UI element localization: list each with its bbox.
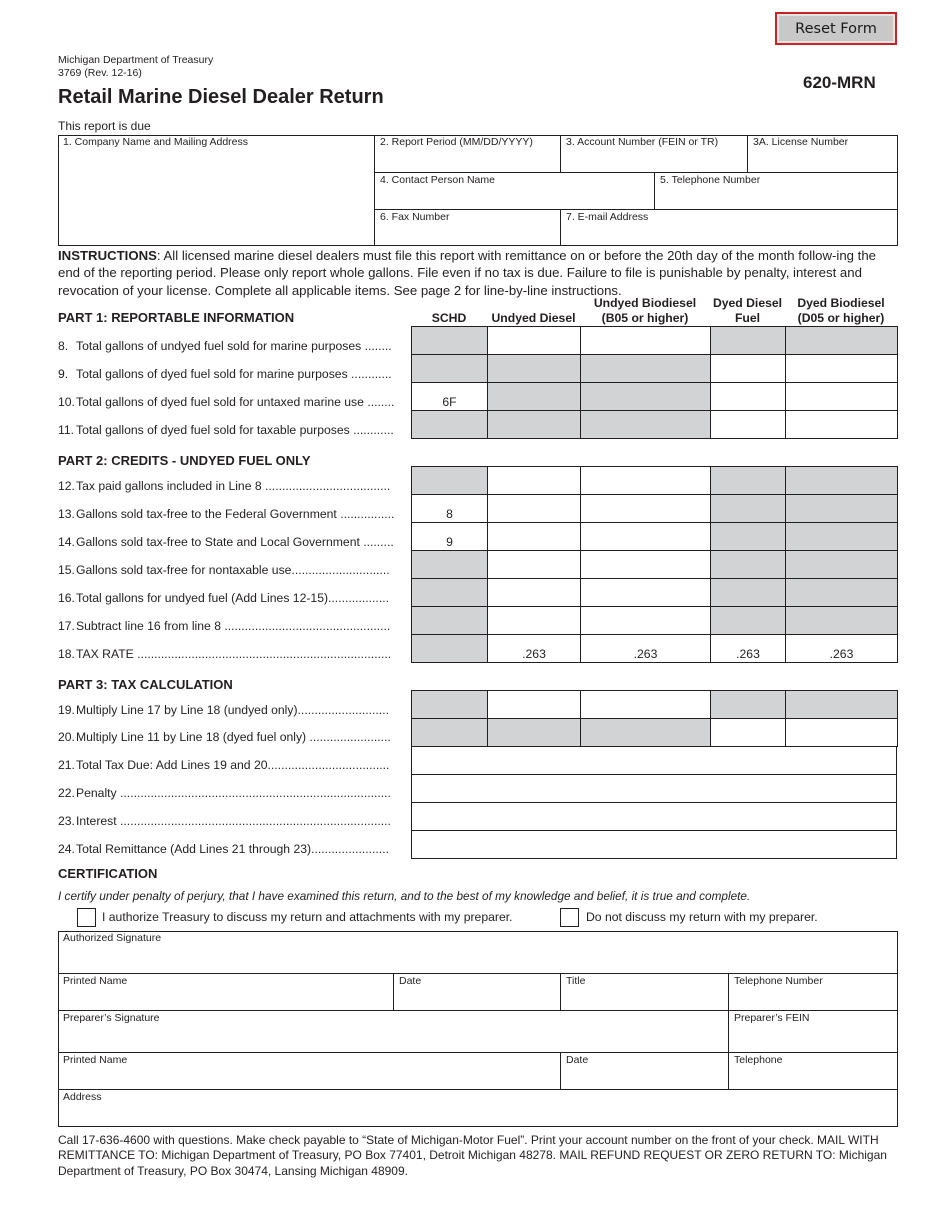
line-14-label <box>58 535 400 549</box>
line-16-dyed-diesel-cell <box>710 578 786 607</box>
company-label: 1. Company Name and Mailing Address <box>63 136 249 148</box>
line-20-label <box>58 730 400 744</box>
line-21-amount-field[interactable] <box>411 746 897 775</box>
preparer-date-field[interactable] <box>560 1052 728 1089</box>
line-number: 24. <box>58 842 75 856</box>
certification-heading: CERTIFICATION <box>58 866 158 881</box>
line-12-undyed-diesel-cell[interactable] <box>487 466 581 495</box>
authorize-preparer-label: I authorize Treasury to discuss my return and attachments with my preparer. <box>102 910 513 924</box>
line-number: 10. <box>58 395 75 409</box>
line-18-label <box>58 647 400 661</box>
line-8-dyed-biodiesel-cell <box>785 326 898 355</box>
authorized-signature-label: Authorized Signature <box>63 932 162 944</box>
line-number: 23. <box>58 814 75 828</box>
col-header-undyed-biodiesel-line1: Undyed Biodiesel <box>593 296 697 310</box>
footer-text: Call 17-636-4600 with questions. Make check payable to “State of Michigan-Motor Fuel”. Print your account number on the front of your check. MAIL WITH REMITTANCE TO: Michigan Department of Treasury, PO Box 77401, Detroit Michigan 48278. MAIL REFUND REQUEST OR ZERO RETURN TO: Michigan Department of Treasury, PO Box 30474, Lansing Michigan 48909. <box>58 1133 887 1178</box>
line-17-undyed-diesel-cell[interactable] <box>487 606 581 635</box>
preparer-date-label: Date <box>566 1054 589 1066</box>
line-16-dyed-biodiesel-cell <box>785 578 898 607</box>
line-9-dyed-diesel-cell[interactable] <box>710 354 786 383</box>
line-text: Penalty ................................................................................ <box>76 786 391 800</box>
line-16-schd-cell <box>411 578 488 607</box>
line-number: 18. <box>58 647 75 661</box>
date-label: Date <box>399 975 422 987</box>
address-label: Address <box>63 1091 102 1103</box>
line-15-schd-cell <box>411 550 488 579</box>
line-15-dyed-diesel-cell <box>710 550 786 579</box>
line-13-dyed-biodiesel-cell <box>785 494 898 523</box>
part1-heading: PART 1: REPORTABLE INFORMATION <box>58 310 295 325</box>
line-20-dyed-diesel-cell[interactable] <box>710 718 786 747</box>
line-19-dyed-diesel-cell <box>710 690 786 719</box>
line-text: Total Remittance (Add Lines 21 through 23)....................... <box>76 842 389 856</box>
printed-name-field[interactable] <box>58 973 393 1010</box>
line-16-undyed-diesel-cell[interactable] <box>487 578 581 607</box>
line-15-label <box>58 563 400 577</box>
line-19-dyed-biodiesel-cell <box>785 690 898 719</box>
line-19-label <box>58 703 400 717</box>
line-12-undyed-biodiesel-cell[interactable] <box>580 466 711 495</box>
telephone-number-field[interactable] <box>728 973 897 1010</box>
line-text: Total gallons of dyed fuel sold for marine purposes ............ <box>76 367 392 381</box>
telephone-number-label: Telephone Number <box>734 975 823 987</box>
company-field[interactable] <box>58 135 374 246</box>
line-13-dyed-diesel-cell <box>710 494 786 523</box>
line-8-label <box>58 339 400 353</box>
license-number-field[interactable] <box>747 135 897 172</box>
line-number: 20. <box>58 730 75 744</box>
line-23-label <box>58 814 400 828</box>
line-number: 22. <box>58 786 75 800</box>
form-code: 620-MRN <box>803 73 876 92</box>
certification-text: I certify under penalty of perjury, that I have examined this return, and to the best of my knowledge and belief, it is true and complete. <box>58 889 751 903</box>
line-text: Total gallons for undyed fuel (Add Lines 12-15).................. <box>76 591 389 605</box>
line-12-dyed-diesel-cell <box>710 466 786 495</box>
line-number: 16. <box>58 591 75 605</box>
line-19-undyed-diesel-cell[interactable] <box>487 690 581 719</box>
line-14-dyed-diesel-cell <box>710 522 786 551</box>
col-header-dyed-diesel-line2: Fuel <box>734 311 761 325</box>
col-header-dyed-diesel <box>710 296 785 326</box>
line-text: Tax paid gallons included in Line 8 ..................................... <box>76 479 391 493</box>
line-14-undyed-diesel-cell[interactable] <box>487 522 581 551</box>
fax-label: 6. Fax Number <box>380 211 450 223</box>
preparer-signature-field[interactable] <box>58 1010 728 1052</box>
line-14-undyed-biodiesel-cell[interactable] <box>580 522 711 551</box>
do-not-discuss-checkbox[interactable] <box>560 908 579 927</box>
line-9-label <box>58 367 400 381</box>
line-14-dyed-biodiesel-cell <box>785 522 898 551</box>
report-period-label: 2. Report Period (MM/DD/YYYY) <box>380 136 533 148</box>
preparer-telephone-field[interactable] <box>728 1052 897 1089</box>
part3-heading: PART 3: TAX CALCULATION <box>58 677 233 692</box>
line-13-schd-cell: 8 <box>411 494 488 523</box>
form-number: 3769 (Rev. 12-16) <box>58 67 142 79</box>
line-text: Total gallons of undyed fuel sold for marine purposes ........ <box>76 339 392 353</box>
line-number: 13. <box>58 507 75 521</box>
col-header-dyed-biodiesel-line1: Dyed Biodiesel <box>797 296 885 310</box>
preparer-signature-label: Preparer’s Signature <box>63 1012 160 1024</box>
line-12-schd-cell <box>411 466 488 495</box>
line-11-label <box>58 423 400 437</box>
telephone-field[interactable] <box>654 172 897 209</box>
line-number: 21. <box>58 758 75 772</box>
line-15-undyed-diesel-cell[interactable] <box>487 550 581 579</box>
report-period-field[interactable] <box>374 135 560 172</box>
col-header-schd: SCHD <box>431 311 467 325</box>
line-17-dyed-biodiesel-cell <box>785 606 898 635</box>
line-text: Gallons sold tax-free to the Federal Government ................ <box>76 507 395 521</box>
line-number: 8. <box>58 339 69 353</box>
line-number: 15. <box>58 563 75 577</box>
line-20-schd-cell <box>411 718 488 747</box>
due-text: This report is due <box>58 119 151 133</box>
line-13-label <box>58 507 400 521</box>
page-title: Retail Marine Diesel Dealer Return <box>58 86 384 108</box>
line-number: 17. <box>58 619 75 633</box>
line-13-undyed-biodiesel-cell[interactable] <box>580 494 711 523</box>
reset-form-button[interactable]: Reset Form <box>775 12 897 45</box>
col-header-undyed-diesel: Undyed Diesel <box>491 311 576 325</box>
line-12-dyed-biodiesel-cell <box>785 466 898 495</box>
instructions-label: INSTRUCTIONS <box>58 248 157 263</box>
line-10-dyed-diesel-cell[interactable] <box>710 382 786 411</box>
line-text: TAX RATE ........................................................................... <box>76 647 392 661</box>
line-18-schd-cell <box>411 634 488 663</box>
line-text: Multiply Line 11 by Line 18 (dyed fuel only) ........................ <box>76 730 391 744</box>
preparer-fein-field[interactable] <box>728 1010 897 1052</box>
line-24-amount-field[interactable] <box>411 830 897 859</box>
title-label: Title <box>566 975 586 987</box>
line-15-undyed-biodiesel-cell[interactable] <box>580 550 711 579</box>
preparer-printed-name-label: Printed Name <box>63 1054 128 1066</box>
fax-field[interactable] <box>374 209 560 246</box>
line-text: Total gallons of dyed fuel sold for untaxed marine use ........ <box>76 395 395 409</box>
do-not-discuss-label: Do not discuss my return with my preparer. <box>586 910 818 924</box>
line-11-dyed-diesel-cell[interactable] <box>710 410 786 439</box>
line-15-dyed-biodiesel-cell <box>785 550 898 579</box>
col-header-undyed-biodiesel-line2: (B05 or higher) <box>601 311 689 325</box>
line-11-dyed-biodiesel-cell[interactable] <box>785 410 898 439</box>
line-text: Gallons sold tax-free to State and Local Government ......... <box>76 535 394 549</box>
title-field[interactable] <box>560 973 728 1010</box>
address-field[interactable] <box>58 1089 897 1127</box>
line-21-label <box>58 758 400 772</box>
line-8-dyed-diesel-cell <box>710 326 786 355</box>
line-22-amount-field[interactable] <box>411 774 897 803</box>
account-number-field[interactable] <box>560 135 747 172</box>
line-8-undyed-diesel-cell[interactable] <box>487 326 581 355</box>
line-16-label <box>58 591 400 605</box>
line-20-dyed-biodiesel-cell[interactable] <box>785 718 898 747</box>
line-17-label <box>58 619 400 633</box>
license-number-label: 3A. License Number <box>753 136 849 148</box>
line-10-label <box>58 395 400 409</box>
line-12-label <box>58 479 400 493</box>
date-field[interactable] <box>393 973 560 1010</box>
preparer-fein-label: Preparer’s FEIN <box>734 1012 810 1024</box>
line-17-undyed-biodiesel-cell[interactable] <box>580 606 711 635</box>
line-9-dyed-biodiesel-cell[interactable] <box>785 354 898 383</box>
agency-name: Michigan Department of Treasury <box>58 54 214 66</box>
line-18-dyed-diesel-cell: .263 <box>710 634 786 663</box>
line-17-dyed-diesel-cell <box>710 606 786 635</box>
email-label: 7. E-mail Address <box>566 211 649 223</box>
part2-heading: PART 2: CREDITS - UNDYED FUEL ONLY <box>58 453 311 468</box>
col-header-undyed-biodiesel <box>580 296 710 326</box>
line-text: Gallons sold tax-free for nontaxable use............................. <box>76 563 390 577</box>
preparer-printed-name-field[interactable] <box>58 1052 560 1089</box>
line-text: Subtract line 16 from line 8 ................................................. <box>76 619 391 633</box>
line-10-dyed-biodiesel-cell[interactable] <box>785 382 898 411</box>
line-11-undyed-biodiesel-cell <box>580 410 711 439</box>
line-18-undyed-biodiesel-cell: .263 <box>580 634 711 663</box>
line-14-schd-cell: 9 <box>411 522 488 551</box>
line-10-undyed-diesel-cell <box>487 382 581 411</box>
line-19-undyed-biodiesel-cell[interactable] <box>580 690 711 719</box>
line-9-schd-cell <box>411 354 488 383</box>
line-11-undyed-diesel-cell <box>487 410 581 439</box>
line-number: 19. <box>58 703 75 717</box>
line-19-schd-cell <box>411 690 488 719</box>
line-9-undyed-biodiesel-cell <box>580 354 711 383</box>
line-text: Total gallons of dyed fuel sold for taxable purposes ............ <box>76 423 394 437</box>
contact-person-label: 4. Contact Person Name <box>380 174 495 186</box>
line-text: Total Tax Due: Add Lines 19 and 20.................................... <box>76 758 390 772</box>
line-23-amount-field[interactable] <box>411 802 897 831</box>
line-8-schd-cell <box>411 326 488 355</box>
line-text: Interest ................................................................................ <box>76 814 391 828</box>
line-text: Multiply Line 17 by Line 18 (undyed only)........................... <box>76 703 389 717</box>
col-header-dyed-diesel-line1: Dyed Diesel <box>712 296 783 310</box>
line-number: 12. <box>58 479 75 493</box>
line-8-undyed-biodiesel-cell[interactable] <box>580 326 711 355</box>
line-number: 11. <box>58 423 75 437</box>
email-field[interactable] <box>560 209 897 246</box>
line-9-undyed-diesel-cell <box>487 354 581 383</box>
line-number: 14. <box>58 535 75 549</box>
line-16-undyed-biodiesel-cell[interactable] <box>580 578 711 607</box>
col-header-dyed-biodiesel-line2: (D05 or higher) <box>797 311 885 325</box>
line-10-schd-cell: 6F <box>411 382 488 411</box>
line-24-label <box>58 842 400 856</box>
instructions-text: : All licensed marine diesel dealers must file this report with remittance on or before the 20th day of the month follow-ing the end of the reporting period. Please only report whole gallons. File even if no tax is due. Failure to file is punishable by penalty, interest and revocation of your license. Complete all applicable items. See page 2 for line-by-line instructions. <box>58 248 876 298</box>
line-number: 9. <box>58 367 69 381</box>
line-10-undyed-biodiesel-cell <box>580 382 711 411</box>
printed-name-label: Printed Name <box>63 975 128 987</box>
account-number-label: 3. Account Number (FEIN or TR) <box>566 136 719 148</box>
line-20-undyed-biodiesel-cell <box>580 718 711 747</box>
col-header-dyed-biodiesel <box>785 296 897 326</box>
line-22-label <box>58 786 400 800</box>
line-18-undyed-diesel-cell: .263 <box>487 634 581 663</box>
line-17-schd-cell <box>411 606 488 635</box>
line-11-schd-cell <box>411 410 488 439</box>
line-18-dyed-biodiesel-cell: .263 <box>785 634 898 663</box>
contact-person-field[interactable] <box>374 172 654 209</box>
instructions <box>58 247 898 299</box>
preparer-telephone-label: Telephone <box>734 1054 783 1066</box>
telephone-label: 5. Telephone Number <box>660 174 761 186</box>
line-13-undyed-diesel-cell[interactable] <box>487 494 581 523</box>
authorize-preparer-checkbox[interactable] <box>77 908 96 927</box>
authorized-signature-field[interactable] <box>58 931 897 973</box>
line-20-undyed-diesel-cell <box>487 718 581 747</box>
